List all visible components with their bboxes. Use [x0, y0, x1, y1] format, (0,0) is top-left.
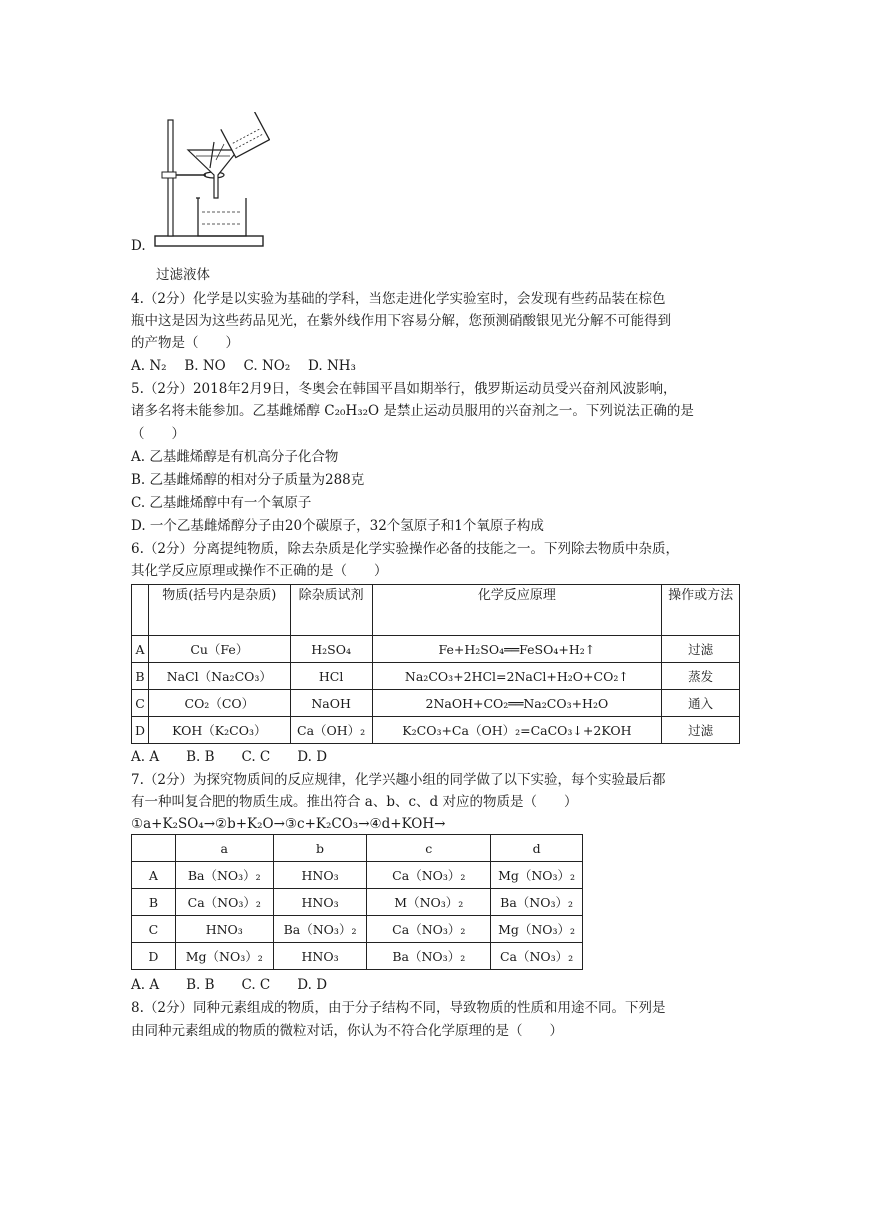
table-cell: M（NO₃）₂ — [367, 889, 491, 916]
table-cell: Cu（Fe） — [148, 636, 290, 663]
figure-caption: 过滤液体 — [156, 267, 210, 283]
filtration-apparatus-figure — [150, 112, 270, 252]
table-header-cell — [132, 585, 149, 636]
table-cell: Ca（NO₃）₂ — [175, 889, 273, 916]
q5-line-2: 诸多名将未能参加。乙基雌烯醇 C₂₀H₃₂O 是禁止运动员服用的兴奋剂之一。下列说法正确的是 — [131, 403, 694, 419]
table-cell: Fe+H₂SO₄══FeSO₄+H₂↑ — [372, 636, 662, 663]
table-cell: Ba（NO₃）₂ — [491, 889, 583, 916]
table-cell: 过滤 — [662, 636, 740, 663]
q7-options: A. A B. B C. C D. D — [131, 977, 328, 993]
table-cell: Ca（NO₃）₂ — [367, 862, 491, 889]
q5-line-3: （ ） — [131, 426, 185, 442]
table-row — [132, 717, 740, 744]
table-header-cell — [132, 835, 176, 862]
q7-table — [131, 834, 583, 970]
table-header-row — [132, 585, 740, 636]
table-cell: Mg（NO₃）₂ — [491, 862, 583, 889]
q5-option-a: A. 乙基雌烯醇是有机高分子化合物 — [131, 449, 339, 465]
table-cell: Ba（NO₃）₂ — [273, 916, 367, 943]
table-cell: KOH（K₂CO₃） — [148, 717, 290, 744]
table-header-cell: d — [491, 835, 583, 862]
table-cell: Ba（NO₃）₂ — [175, 862, 273, 889]
table-cell: CO₂（CO） — [148, 690, 290, 717]
table-header-cell: 物质(括号内是杂质) — [148, 585, 290, 636]
q7-line-1: 7.（2分）为探究物质间的反应规律，化学兴趣小组的同学做了以下实验，每个实验最后都 — [131, 772, 666, 788]
table-cell: D — [132, 717, 149, 744]
table-cell: Ca（NO₃）₂ — [491, 943, 583, 970]
table-cell: K₂CO₃+Ca（OH）₂=CaCO₃↓+2KOH — [372, 717, 662, 744]
table-row — [132, 690, 740, 717]
table-cell: HNO₃ — [273, 943, 367, 970]
table-cell: HNO₃ — [273, 862, 367, 889]
table-row — [132, 889, 583, 916]
table-cell: HCl — [290, 663, 372, 690]
table-cell: Ca（NO₃）₂ — [367, 916, 491, 943]
table-row — [132, 663, 740, 690]
q6-options: A. A B. B C. C D. D — [131, 749, 328, 765]
q6-line-1: 6.（2分）分离提纯物质，除去杂质是化学实验操作必备的技能之一。下列除去物质中杂质， — [131, 541, 679, 557]
table-cell: 通入 — [662, 690, 740, 717]
q5-line-1: 5.（2分）2018年2月9日，冬奥会在韩国平昌如期举行，俄罗斯运动员受兴奋剂风波影响， — [131, 381, 677, 397]
table-cell: Ca（OH）₂ — [290, 717, 372, 744]
table-cell: C — [132, 916, 176, 943]
q4-options: A. N₂ B. NO C. NO₂ D. NH₃ — [131, 358, 356, 374]
q6-line-2: 其化学反应原理或操作不正确的是（ ） — [131, 563, 388, 579]
table-cell: A — [132, 636, 149, 663]
table-cell: H₂SO₄ — [290, 636, 372, 663]
table-cell: Mg（NO₃）₂ — [175, 943, 273, 970]
table-row — [132, 862, 583, 889]
table-cell: Mg（NO₃）₂ — [491, 916, 583, 943]
table-cell: B — [132, 889, 176, 916]
q4-line-2: 瓶中这是因为这些药品见光，在紫外线作用下容易分解，您预测硝酸银见光分解不可能得到 — [131, 313, 671, 329]
q5-option-d: D. 一个乙基雌烯醇分子由20个碳原子，32个氢原子和1个氧原子构成 — [131, 518, 544, 534]
table-cell: NaOH — [290, 690, 372, 717]
table-header-cell: a — [175, 835, 273, 862]
table-cell: C — [132, 690, 149, 717]
table-cell: NaCl（Na₂CO₃） — [148, 663, 290, 690]
table-row — [132, 636, 740, 663]
table-header-row — [132, 835, 583, 862]
q4-line-3: 的产物是（ ） — [131, 335, 239, 351]
figure-option-label: D. — [131, 238, 146, 254]
table-cell: HNO₃ — [175, 916, 273, 943]
q5-option-c: C. 乙基雌烯醇中有一个氧原子 — [131, 495, 312, 511]
table-cell: D — [132, 943, 176, 970]
q7-reactions: ①a+K₂SO₄→②b+K₂O→③c+K₂CO₃→④d+KOH→ — [131, 816, 446, 832]
table-cell: HNO₃ — [273, 889, 367, 916]
table-header-cell: 化学反应原理 — [372, 585, 662, 636]
table-cell: 2NaOH+CO₂══Na₂CO₃+H₂O — [372, 690, 662, 717]
q7-line-2: 有一种叫复合肥的物质生成。推出符合 a、b、c、d 对应的物质是（ ） — [131, 794, 578, 810]
table-row — [132, 916, 583, 943]
table-cell: B — [132, 663, 149, 690]
q4-line-1: 4.（2分）化学是以实验为基础的学科，当您走进化学实验室时，会发现有些药品装在棕色 — [131, 291, 666, 307]
table-header-cell: 操作或方法 — [662, 585, 740, 636]
table-header-cell: b — [273, 835, 367, 862]
table-cell: A — [132, 862, 176, 889]
table-cell: 蒸发 — [662, 663, 740, 690]
table-cell: Na₂CO₃+2HCl=2NaCl+H₂O+CO₂↑ — [372, 663, 662, 690]
table-row — [132, 943, 583, 970]
table-cell: Ba（NO₃）₂ — [367, 943, 491, 970]
table-header-cell: 除杂质试剂 — [290, 585, 372, 636]
q8-line-1: 8.（2分）同种元素组成的物质，由于分子结构不同，导致物质的性质和用途不同。下列是 — [131, 1000, 666, 1016]
q5-option-b: B. 乙基雌烯醇的相对分子质量为288克 — [131, 472, 365, 488]
table-cell: 过滤 — [662, 717, 740, 744]
q6-table — [131, 584, 740, 744]
table-header-cell: c — [367, 835, 491, 862]
q8-line-2: 由同种元素组成的物质的微粒对话，你认为不符合化学原理的是（ ） — [131, 1023, 563, 1039]
